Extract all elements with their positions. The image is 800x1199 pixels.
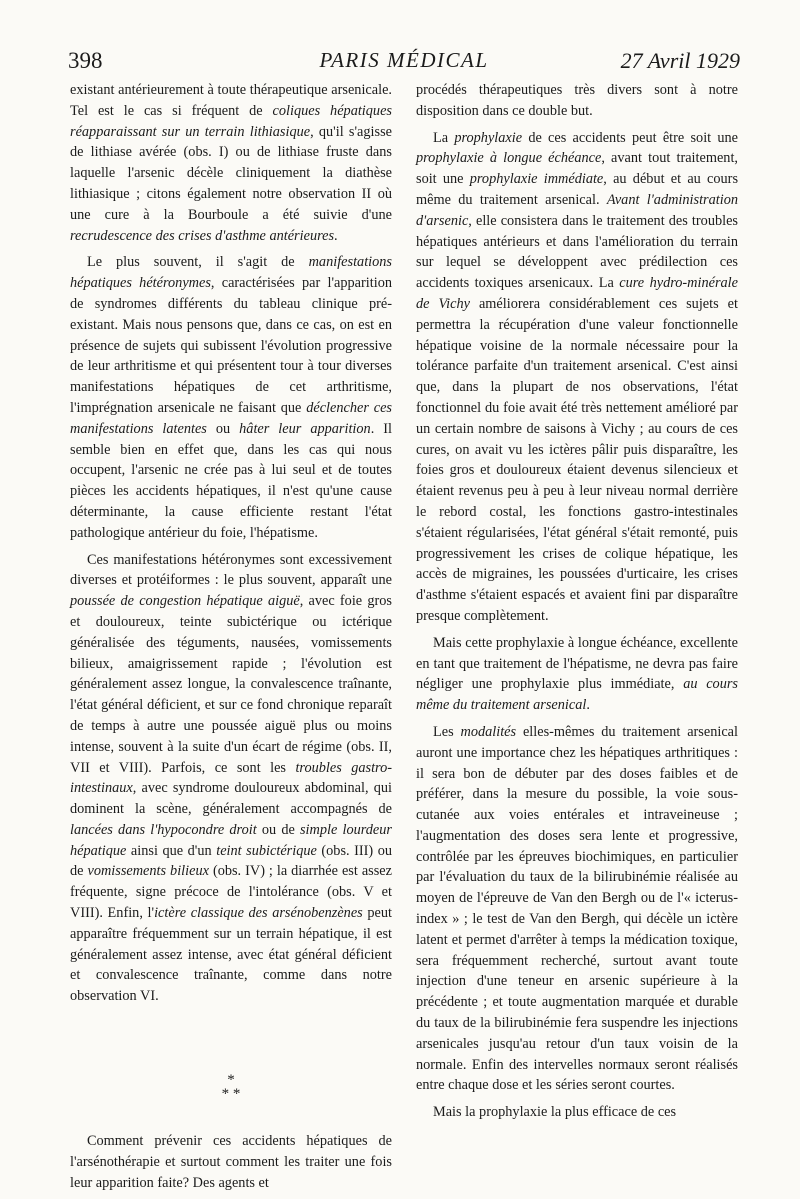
paragraph: La prophylaxie de ces accidents peut être soit une prophylaxie à longue échéance, avant tout traitement, soit une prophylaxie immédiate, au début et au cours même du traitement arsenical. Avant l'administration d'arsenic, elle consistera dans le traitement des troubles hépatiques antérieurs et dans l'amélioration du terrain sur lequel se développent avec prédilection ces accidents toxiques arsenicaux. La cure hydro-minérale de Vichy améliorera considérablement ces sujets et permettra la récupération d'une valeur fonctionnelle hépatique voisine de la normale nécessaire pour la tolérance parfaite d'un traitement arsenical. C'est ainsi que, dans la plupart de nos observations, l'état fonctionnel du foie avait été très nettement amélioré par un certain nombre de saisons à Vichy ; au cours de ces cures, on avait vu les ictères pâlir puis disparaître, les foies gros et douloureux étaient devenus silencieux et étaient revenus peu à peu à leur niveau normal derrière le rebord costal, les fonctions gastro-intestinales s'étaient régularisées, l'état général s'était remonté, puis progressivement les crises de colique hépatique, les accès de migraines, les poussées d'urticaire, les crises d'asthme s'étaient espacés et avaient fini par disparaître presque complètement. bbox=[416, 129, 739, 624]
paragraph: Comment prévenir ces accidents hépatiques de l'arsénothérapie et surtout comment les traiter une fois leur apparition faite? Des agents et bbox=[70, 1133, 392, 1191]
paragraph: existant antérieurement à toute thérapeutique arsenicale. Tel est le cas si fréquent de coliques hépatiques réapparaissant sur un terrain lithiasique, qu'il s'agisse de lithiase avérée (obs. I) ou de lithiase fruste dans laquelle l'arsenic décèle cliniquement la diathèse lithiasique ; citons également notre observation II où une cure à la Bourboule a été suivie d'une recrudescence des crises d'asthme antérieures. bbox=[70, 82, 392, 244]
issue-date: 27 Avril 1929 bbox=[620, 48, 740, 73]
running-header bbox=[68, 48, 740, 78]
paragraph: procédés thérapeutiques très divers sont à notre disposition dans ce double but. bbox=[416, 82, 738, 119]
section-separator: * * * bbox=[221, 1072, 241, 1103]
paragraph: Mais la prophylaxie la plus efficace de ces bbox=[433, 1104, 677, 1121]
paragraph: Le plus souvent, il s'agit de manifestations hépatiques hétéronymes, caractérisées par l'apparition de syndromes différents du tableau clinique pré-existant. Mais nous pensons que, dans ce cas, on est en présence de sujets qui subissent l'évolution progressive de leur arthritisme et qui présentent tour à tour diverses manifestations hépatiques de cet arthritisme, l'imprégnation arsenicale ne faisant que déclencher ces manifestations latentes ou hâter leur apparition. Il semble bien en effet que, dans les cas qui nous occupent, l'arsenic ne crée pas à lui seul et de toutes pièces les accidents hépatiques, il n'est qu'une cause déterminante, la cause efficiente restant l'état pathologique antérieur du foie, l'hépatisme. bbox=[70, 254, 392, 541]
journal-title: PARIS MÉDICAL bbox=[319, 48, 489, 72]
paragraph: Ces manifestations hétéronymes sont excessivement diverses et protéiformes : le plus souvent, apparaît une poussée de congestion hépatique aiguë, avec foie gros et douloureux, teinte subictérique ou ictérique généralisée des téguments, nausées, vomissements bilieux, amaigrissement rapide ; l'évolution est généralement assez longue, la convalescence traînante, l'état général déficient, et sur ce fond chronique reparaît de temps à autre une poussée aiguë plus ou moins intense, souvent à la suite d'un écart de régime (obs. II, VII et VIII). Parfois, ce sont les troubles gastro-intestinaux, avec syndrome douloureux abdominal, qui dominent la scène, généralement accompagnés de lancées dans l'hypocondre droit ou de simple lourdeur hépatique ainsi que d'un teint subictérique (obs. III) ou de vomissements bilieux (obs. IV) ; la diarrhée est assez fréquente, signe précoce de l'intolérance (obs. V et VIII). Enfin, l'ictère classique des arsénobenzènes peut apparaître fréquemment sur un terrain hépatique, il est généralement assez intense, avec état général déficient et convalescence traînante, comme dans notre observation VI. bbox=[70, 551, 392, 1005]
right-column bbox=[416, 80, 738, 1129]
paragraph: Les modalités elles-mêmes du traitement arsenical auront une importance chez les hépatiques arthritiques : il sera bon de débuter par des doses faibles et de préférer, dans la mesure du possible, la voie sous-cutanée aux voies entérales et intraveineuse ; l'augmentation des doses sera lente et progressive, contrôlée par les épreuves biochimiques, en particulier par l'évaluation du taux de la bilirubinémie réalisée au moyen de l'épreuve de Van den Bergh ou de l'« icterus-index » ; le test de Van den Bergh, qui décèle un ictère latent et permet d'arrêter à temps la médication toxique, sera fréquemment recherché, surtout avant toute injection d'une teneur en arsenic supérieure à la précédente ; et toute augmentation marquée et durable du taux de la bilirubinémie fera suspendre les injections arsenicales jusqu'au retour d'un taux voisin de la normale. Enfin des intervelles normaux seront réalisés entre chaque dose et les séries seront courtes. bbox=[416, 723, 739, 1094]
paragraph: Mais cette prophylaxie à longue échéance, excellente en tant que traitement de l'hépatisme, ne devra pas faire négliger une prophylaxie plus immédiate, au cours même du traitement arsenical. bbox=[416, 634, 738, 714]
left-column bbox=[70, 80, 392, 1199]
page-number: 398 bbox=[68, 48, 103, 73]
